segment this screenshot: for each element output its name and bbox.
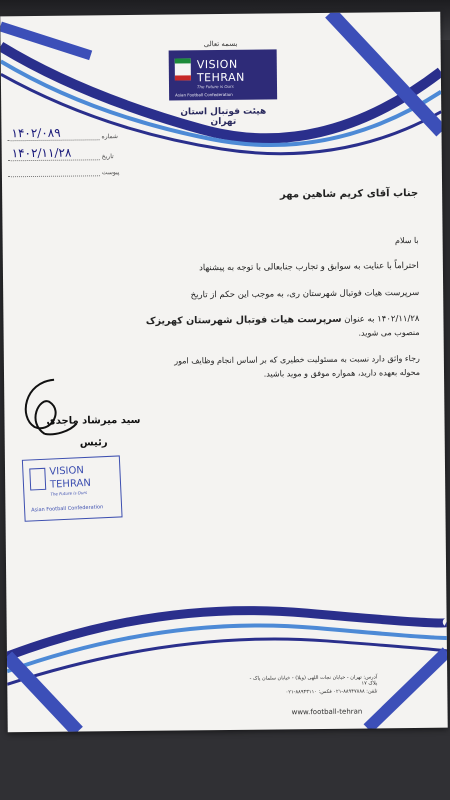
stamp-tagline: The Future is Ours	[50, 489, 88, 497]
p3-line2: محوله بعهده دارید، همواره موفق و موید باشید.	[263, 367, 421, 379]
iran-flag-icon	[175, 58, 191, 80]
footer-phone: تلفن: ۸۸۹۴۷۸۸۸-۰۲۱ فکس: ۸۸۹۴۳۱۱۰-۰۲۱	[285, 688, 378, 696]
stamp-afc: Asian Football Confederation	[31, 504, 104, 514]
handwritten-signature	[14, 371, 85, 442]
footer-address: آدرس: تهران - خیابان نجات اللهی (ویلا) - خیابان سلمان پاک - پلاک ۱۷	[249, 674, 378, 687]
logo-tagline: The Future is Ours	[196, 83, 234, 90]
paragraph-appointment	[21, 260, 420, 330]
signer-title: رئیس	[79, 437, 108, 449]
p1-line1: احتراماً با عنایت به سوابق و تجارب جنابعالی با توجه به پیشنهاد	[199, 260, 419, 274]
organization-name: هیئت فوتبال استان تهران	[180, 106, 267, 128]
stamp-line2: TEHRAN	[49, 477, 92, 491]
stamp-line1: VISION	[49, 465, 85, 478]
number-label: شماره	[101, 133, 118, 141]
official-stamp	[22, 455, 123, 521]
letter-number-value: ۱۴۰۲/۰۸۹	[11, 125, 61, 141]
p3-line1: رجاء واثق دارد نسبت به مسئولیت خطیری که بر اساس انجام وظایف امور	[174, 353, 420, 366]
logo-line1: VISION	[196, 57, 238, 72]
paragraph-appointed: منصوب می شوید.	[358, 327, 420, 338]
p1-line2: سرپرست هیات فوتبال شهرستان ری، به موجب این حکم از تاریخ	[190, 287, 420, 301]
greeting: با سلام	[394, 235, 419, 246]
date-label: تاریخ	[101, 153, 114, 161]
footer-website: www.football-tehran	[291, 707, 363, 717]
car-seat-background-bottom	[0, 720, 450, 800]
signer-name: سید میرشاد ماجدی	[46, 414, 141, 427]
p1-line3-emphasis: سرپرست هیات فوتبال شهرستان کهریزک	[145, 313, 342, 327]
logo-line2: TEHRAN	[196, 70, 245, 85]
letter-date-value: ۱۴۰۲/۱۱/۲۸	[11, 145, 72, 161]
header-basmala: بسمه تعالی	[203, 39, 238, 49]
vision-tehran-logo	[169, 49, 278, 100]
addressee: جناب آقای کریم شاهین مهر	[279, 187, 419, 201]
attachment-label: پیوست	[101, 169, 120, 177]
p1-line3-start: ۱۴۰۲/۱۱/۲۸ به عنوان	[344, 313, 420, 325]
letter-paper	[0, 12, 447, 733]
stamp-flag-icon	[29, 468, 46, 491]
logo-afc: Asian Football Confederation	[175, 91, 233, 98]
